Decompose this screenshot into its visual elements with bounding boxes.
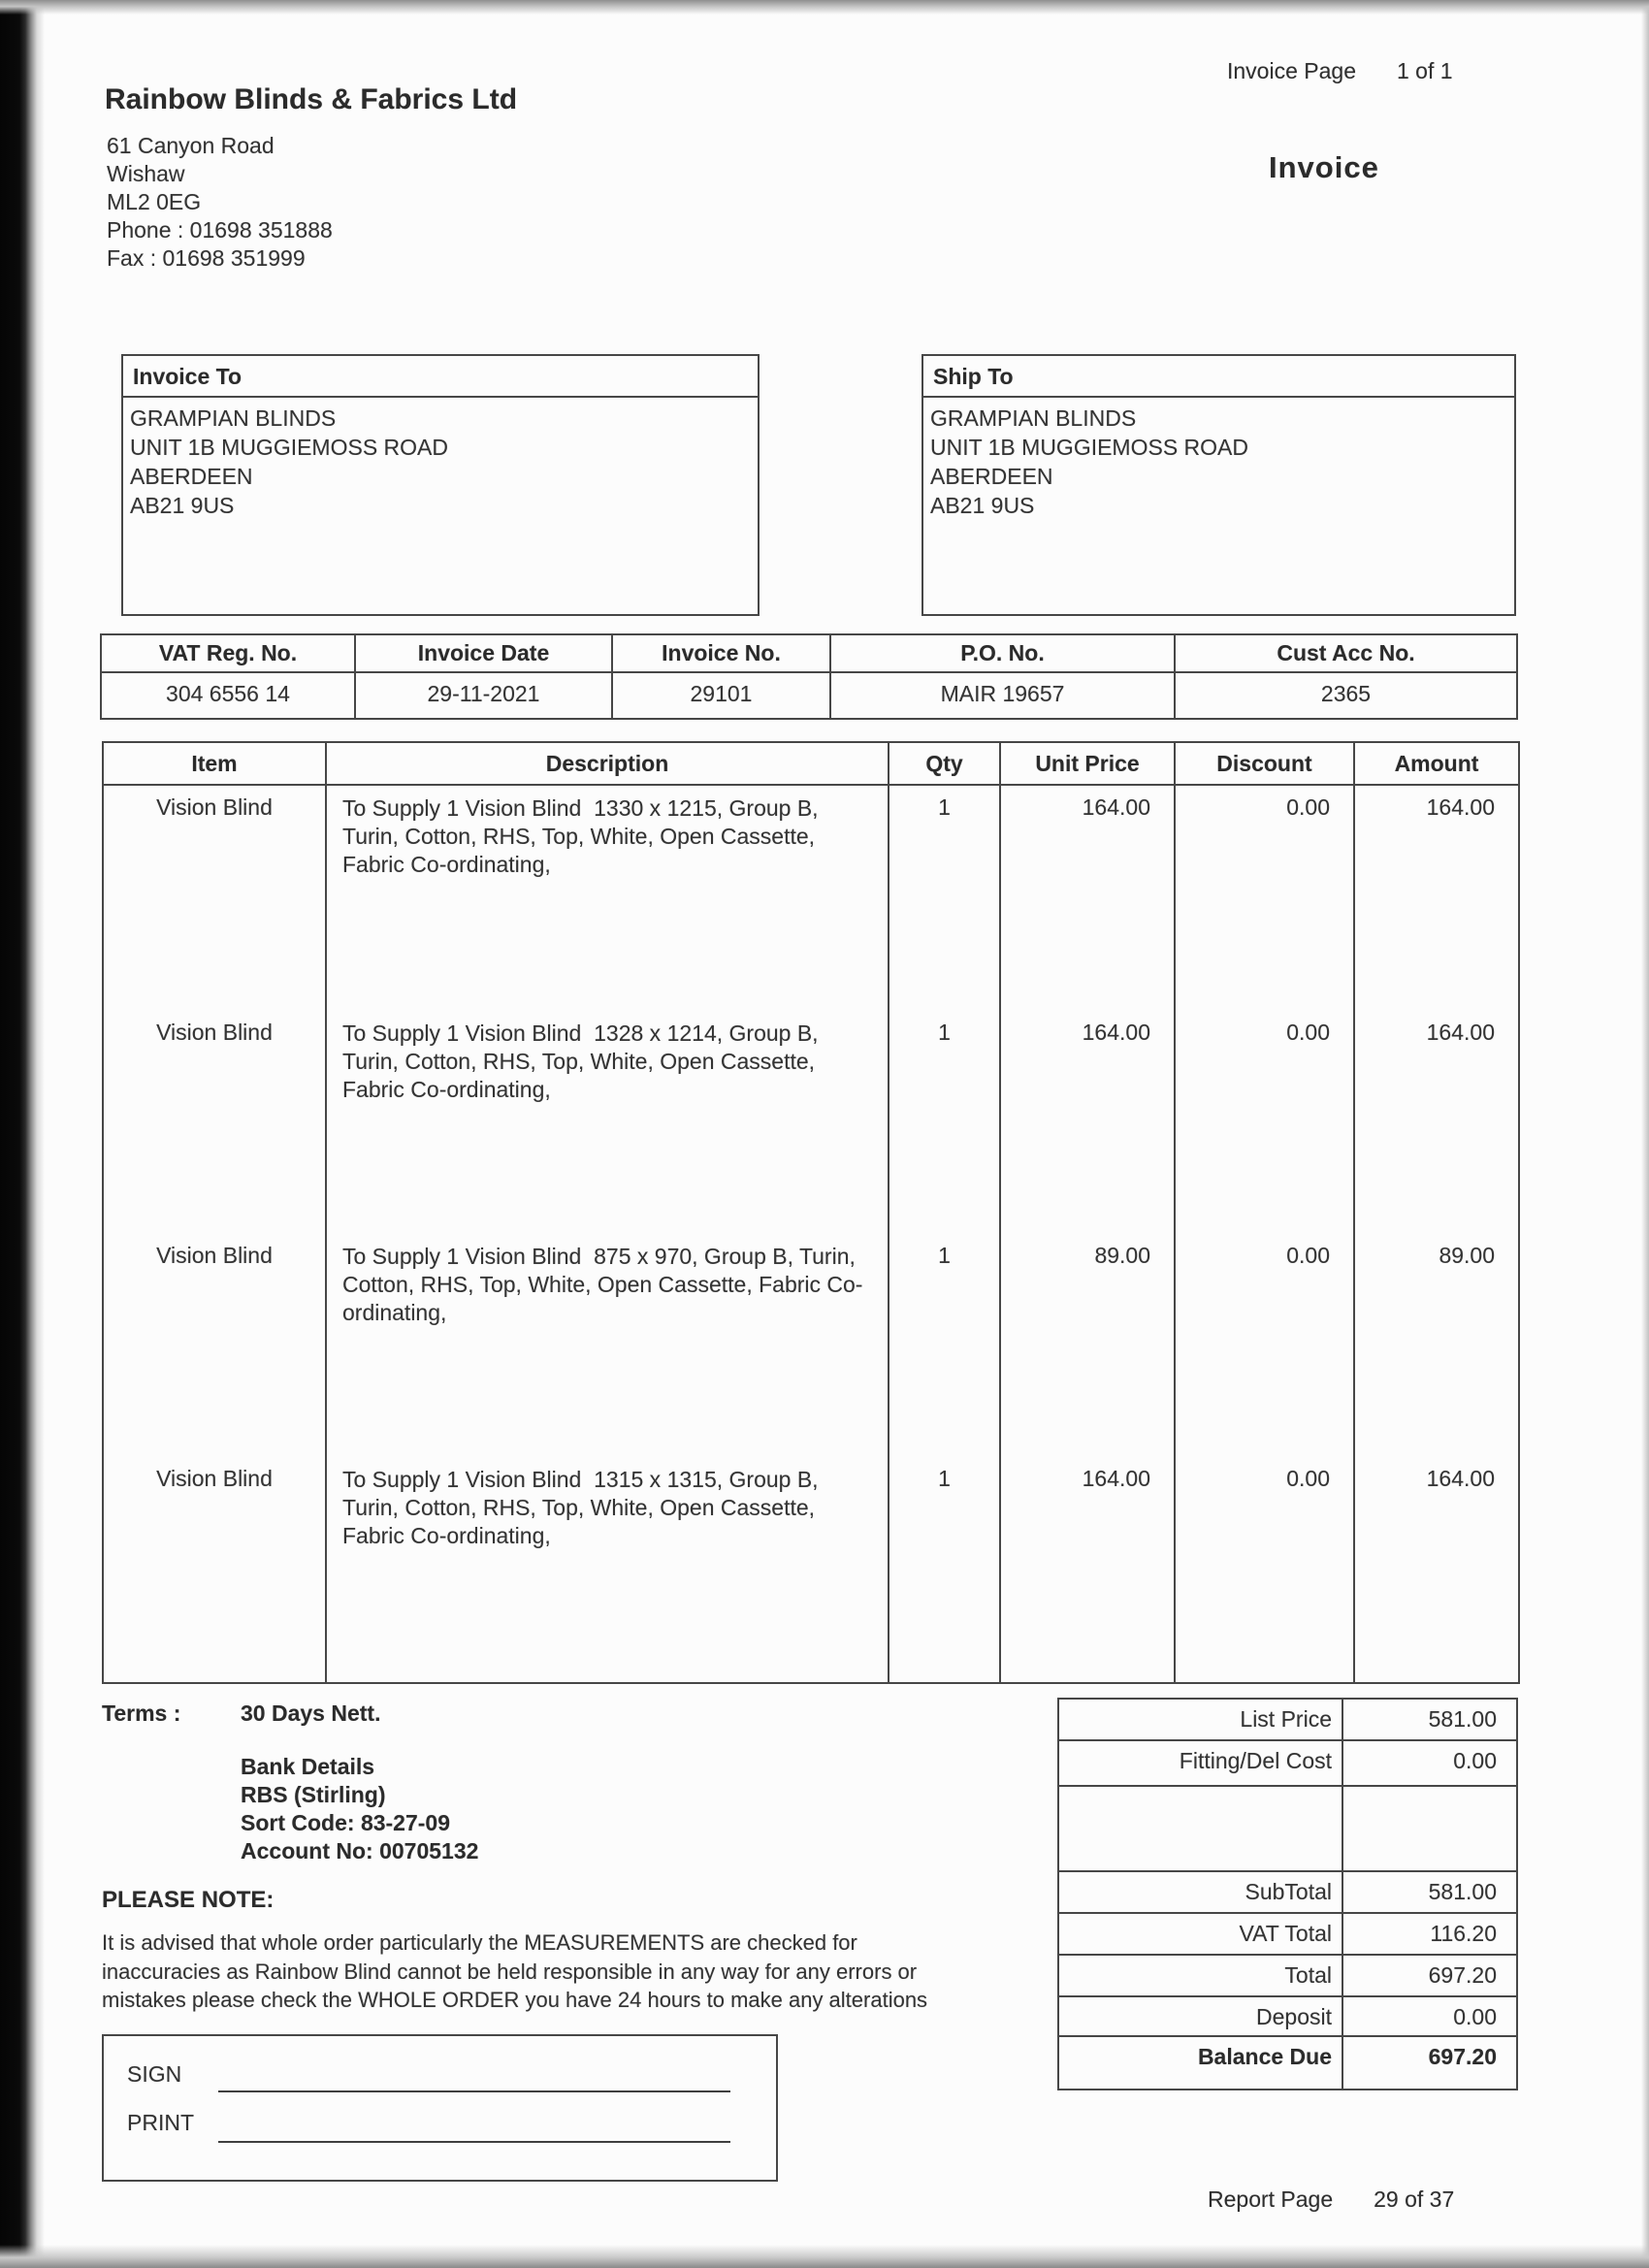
column-header-amount: Amount [1354,742,1519,785]
company-fax: Fax : 01698 351999 [107,245,306,271]
meta-value-row [101,672,1517,719]
scan-edge-bottom [0,2245,1649,2268]
totals-row-vat-total [1059,1914,1516,1956]
item-cell: Vision Blind [103,1457,326,1680]
company-phone: Phone : 01698 351888 [107,217,333,243]
discount-cell: 0.00 [1175,1011,1354,1234]
ship-to-box [922,354,1516,616]
discount-cell: 0.00 [1175,1457,1354,1680]
address-line: ABERDEEN [130,464,253,489]
address-line: GRAMPIAN BLINDS [130,405,337,431]
company-address-line: ML2 0EG [107,189,202,214]
address-line: GRAMPIAN BLINDS [930,405,1137,431]
totals-row-fitting-del [1059,1741,1516,1787]
unit-price-cell: 164.00 [1000,785,1175,1011]
meta-header-po-no: P.O. No. [830,634,1175,672]
report-page-value: 29 of 37 [1374,2187,1455,2212]
terms-label: Terms : [102,1701,181,1726]
print-line [218,2116,730,2143]
meta-header-invoice-no: Invoice No. [612,634,830,672]
invoice-page-value: 1 of 1 [1396,58,1453,83]
unit-price-cell: 164.00 [1000,1457,1175,1680]
totals-label: Deposit [1059,1997,1343,2035]
amount-cell: 89.00 [1439,1242,1495,1268]
description-cell: To Supply 1 Vision Blind 1330 x 1215, Group B, Turin, Cotton, RHS, Top, White, Open Cassette, Fabric Co-ordinating, [326,785,889,1011]
meta-header-row [101,634,1517,672]
meta-header-invoice-date: Invoice Date [355,634,612,672]
column-header-description: Description [326,742,889,785]
table-row [103,1234,1519,1457]
invoice-no: 29101 [612,672,830,719]
note-line: inaccuracies as Rainbow Blind cannot be held responsible in any way for any errors or [102,1959,918,1984]
note-line: It is advised that whole order particularly the MEASUREMENTS are checked for [102,1930,857,1955]
po-no: MAIR 19657 [830,672,1175,719]
report-page-label: Report Page [1208,2187,1334,2212]
totals-row-deposit [1059,1997,1516,2037]
filler-cell [1175,1681,1354,1683]
description-cell: To Supply 1 Vision Blind 1315 x 1315, Group B, Turin, Cotton, RHS, Top, White, Open Cassette, Fabric Co-ordinating, [326,1457,889,1680]
qty-cell: 1 [889,1234,1000,1457]
report-page-indicator [1208,2187,1454,2213]
totals-row-subtotal [1059,1872,1516,1914]
invoice-date: 29-11-2021 [355,672,612,719]
totals-label: SubTotal [1059,1872,1343,1912]
totals-label: List Price [1059,1700,1343,1739]
filler-cell [326,1681,889,1683]
sign-label: SIGN [127,2061,182,2087]
totals-label: Total [1059,1956,1343,1995]
filler-cell [1354,1681,1519,1683]
filler-cell [889,1681,1000,1683]
signature-line [218,2065,730,2092]
cust-acc-no: 2365 [1175,672,1517,719]
totals-value: 697.20 [1428,2044,1497,2069]
items-table [102,741,1520,1684]
qty-cell: 1 [889,1457,1000,1680]
totals-spacer-value [1343,1787,1516,1870]
item-cell: Vision Blind [103,1011,326,1234]
address-line: ABERDEEN [930,464,1053,489]
amount-cell: 164.00 [1426,1019,1495,1045]
amount-cell: 164.00 [1426,794,1495,820]
discount-cell: 0.00 [1175,785,1354,1011]
invoice-meta-table [100,633,1518,720]
filler-cell [103,1681,326,1683]
company-address [107,132,333,273]
totals-value: 0.00 [1453,2004,1497,2029]
column-header-discount: Discount [1175,742,1354,785]
discount-cell: 0.00 [1175,1234,1354,1457]
column-header-unit-price: Unit Price [1000,742,1175,785]
description-cell: To Supply 1 Vision Blind 875 x 970, Group B, Turin, Cotton, RHS, Top, White, Open Cassette, Fabric Co-ordinating, [326,1234,889,1457]
signature-box [102,2034,778,2182]
invoice-page-label: Invoice Page [1227,58,1356,83]
totals-box [1057,1698,1518,2090]
address-line: UNIT 1B MUGGIEMOSS ROAD [930,435,1249,460]
invoice-page-indicator [1227,58,1453,84]
bank-sort-code: Sort Code: 83-27-09 [241,1810,451,1835]
terms-value: 30 Days Nett. [241,1701,381,1726]
address-line: UNIT 1B MUGGIEMOSS ROAD [130,435,449,460]
totals-label: VAT Total [1059,1914,1343,1954]
totals-value: 581.00 [1428,1706,1497,1732]
scan-edge-left [0,0,45,2268]
bank-account-number: Account No: 00705132 [241,1838,479,1863]
document-title: Invoice [1269,150,1379,184]
table-row [103,1457,1519,1680]
filler-cell [1000,1681,1175,1683]
unit-price-cell: 164.00 [1000,1011,1175,1234]
qty-cell: 1 [889,785,1000,1011]
note-body [102,1928,1052,2015]
items-header-row [103,742,1519,785]
table-row [103,1011,1519,1234]
unit-price-cell: 89.00 [1000,1234,1175,1457]
totals-value: 697.20 [1428,1962,1497,1988]
print-label: PRINT [127,2110,194,2135]
totals-spacer-label [1059,1787,1343,1870]
meta-header-vat: VAT Reg. No. [101,634,355,672]
totals-value: 116.20 [1430,1921,1497,1946]
bank-details [241,1753,478,1865]
description-cell: To Supply 1 Vision Blind 1328 x 1214, Group B, Turin, Cotton, RHS, Top, White, Open Cassette, Fabric Co-ordinating, [326,1011,889,1234]
vat-reg-no: 304 6556 14 [101,672,355,719]
totals-row-list-price [1059,1700,1516,1741]
table-filler-row [103,1681,1519,1683]
company-address-line: 61 Canyon Road [107,133,275,158]
note-title: PLEASE NOTE: [102,1887,275,1913]
totals-label: Fitting/Del Cost [1059,1741,1343,1785]
totals-value: 581.00 [1428,1879,1497,1904]
note-line: mistakes please check the WHOLE ORDER you have 24 hours to make any alterations [102,1988,928,2012]
totals-row-balance-due [1059,2037,1516,2089]
bank-name: RBS (Stirling) [241,1782,386,1807]
invoice-to-box [121,354,760,616]
column-header-item: Item [103,742,326,785]
totals-value: 0.00 [1453,1748,1497,1773]
company-address-line: Wishaw [107,161,185,186]
column-header-qty: Qty [889,742,1000,785]
scan-edge-top [0,0,1649,15]
address-line: AB21 9US [930,493,1035,518]
invoice-to-address [123,398,758,520]
invoice-to-label: Invoice To [123,356,758,398]
amount-cell: 164.00 [1426,1466,1495,1492]
qty-cell: 1 [889,1011,1000,1234]
totals-row-spacer [1059,1787,1516,1872]
item-cell: Vision Blind [103,785,326,1011]
scan-edge-right [1641,0,1649,2268]
totals-row-total [1059,1956,1516,1997]
address-line: AB21 9US [130,493,235,518]
table-row [103,785,1519,1011]
meta-header-cust-acc: Cust Acc No. [1175,634,1517,672]
totals-label: Balance Due [1059,2037,1343,2089]
ship-to-address [923,398,1514,520]
bank-details-title: Bank Details [241,1754,375,1779]
company-name: Rainbow Blinds & Fabrics Ltd [105,83,518,115]
item-cell: Vision Blind [103,1234,326,1457]
ship-to-label: Ship To [923,356,1514,398]
